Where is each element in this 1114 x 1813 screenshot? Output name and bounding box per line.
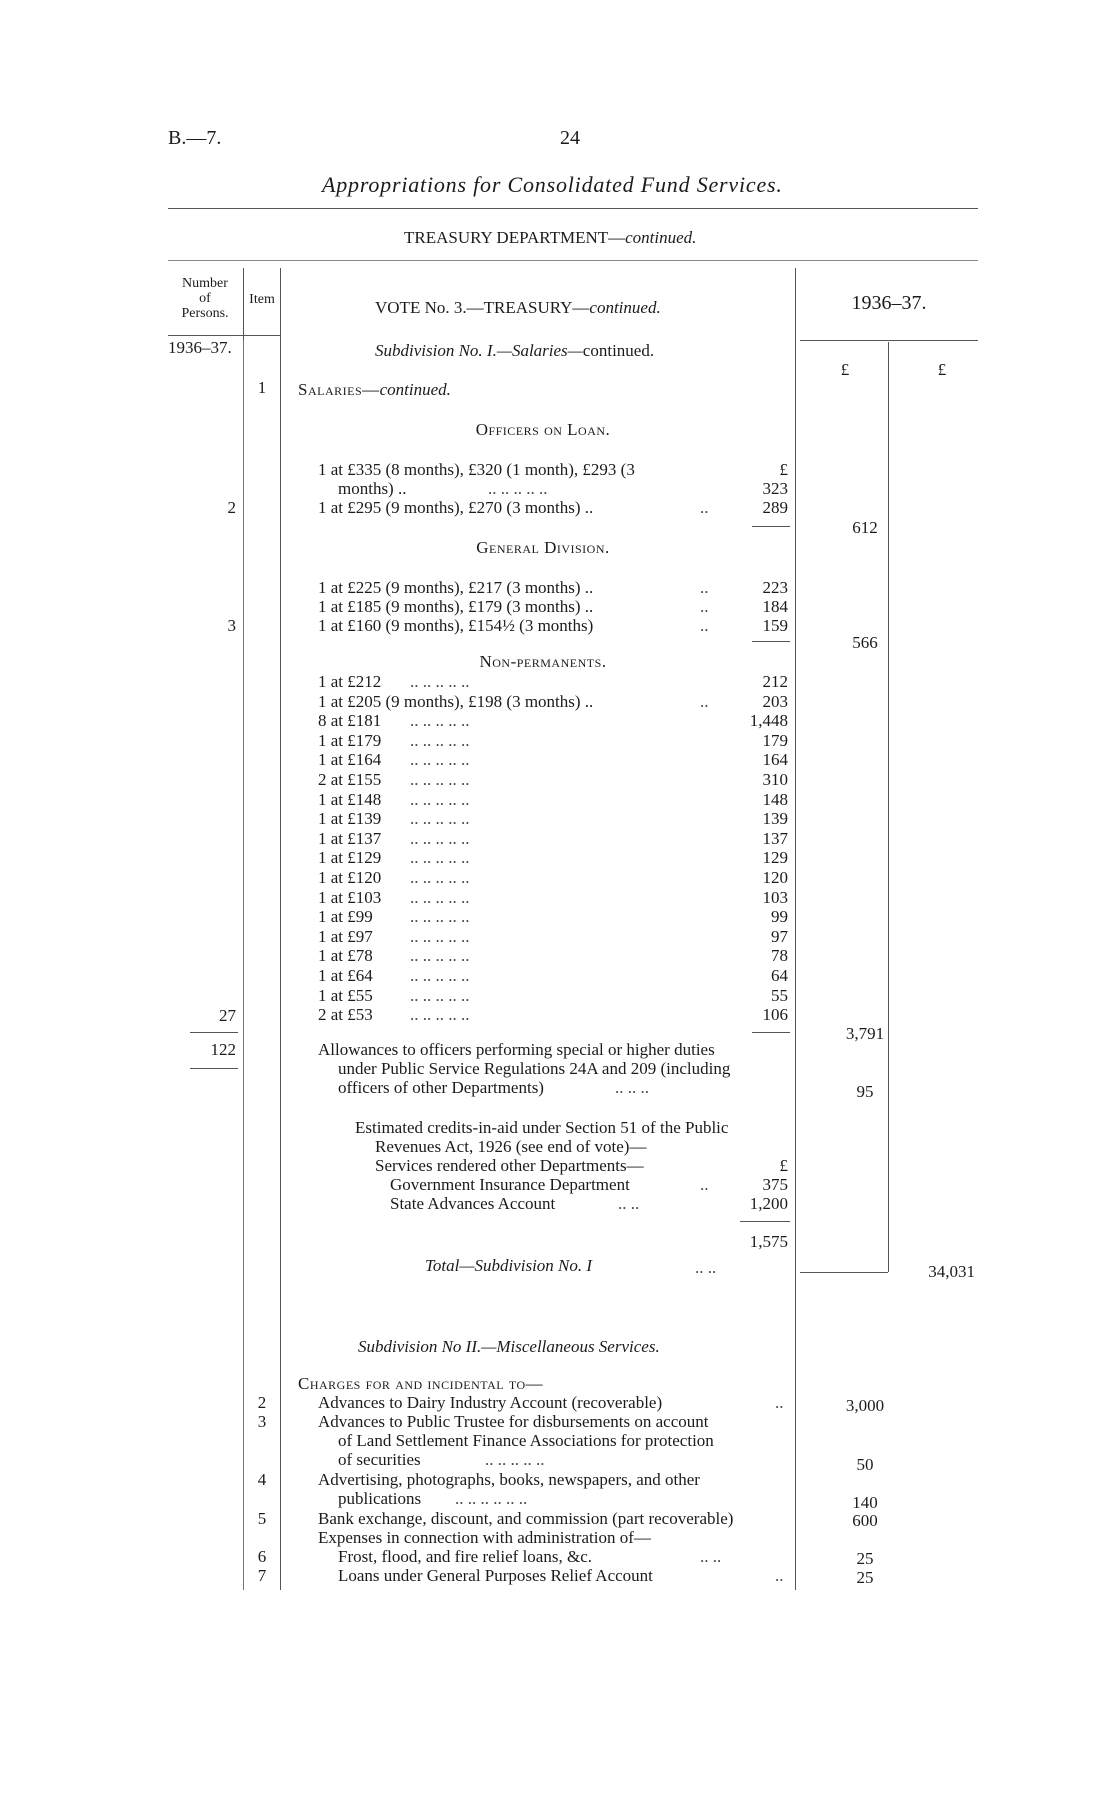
persons-column-header (168, 276, 242, 321)
page-number: 24 (560, 127, 580, 149)
subtotal-amount: 612 (852, 518, 878, 537)
salary-amount: 223 (762, 578, 788, 597)
salary-amount: 179 (762, 731, 788, 750)
leader-dots: .. (700, 692, 709, 711)
vote-title: VOTE No. 3.—TREASURY— (375, 298, 590, 317)
allowances-amount: 95 (856, 1082, 874, 1101)
credits-line: Revenues Act, 1926 (see end of vote)— (375, 1137, 647, 1156)
misc-item-amount: 3,000 (845, 1396, 885, 1415)
salary-line: 1 at £137 (318, 829, 382, 848)
leader-dots: .. (775, 1566, 784, 1585)
salary-line: 1 at £185 (9 months), £179 (3 months) .. (318, 597, 594, 616)
persons-header-line: Persons. (181, 306, 229, 321)
department-name: TREASURY DEPARTMENT— (404, 228, 626, 247)
salary-line: 1 at £212 (318, 672, 382, 691)
salary-line: 1 at £164 (318, 750, 382, 769)
credits-total-rule (740, 1221, 790, 1222)
salary-line: 1 at £99 (318, 907, 373, 926)
subdivision-1-total-label: Total—Subdivision No. I (425, 1256, 593, 1275)
vote-continued: continued. (589, 298, 661, 317)
credits-total: 1,575 (749, 1232, 788, 1251)
salary-line: 8 at £181 (318, 711, 382, 730)
salary-amount: 78 (771, 946, 788, 965)
salary-amount: 289 (762, 498, 788, 517)
item-number: 2 (257, 1393, 267, 1412)
salary-line: 1 at £205 (9 months), £198 (3 months) .. (318, 692, 594, 711)
misc-item-line: publications (338, 1489, 422, 1508)
document-reference: B.—7. (168, 127, 222, 149)
allowances-line: Allowances to officers performing special or higher duties (318, 1040, 715, 1059)
persons-total-rule (190, 1032, 238, 1033)
credit-entry: Government Insurance Department (390, 1175, 630, 1194)
misc-item-line: of Land Settlement Finance Associations for protection (338, 1431, 714, 1450)
salaries-label (298, 380, 451, 400)
salary-amount: 184 (762, 597, 788, 616)
salary-amount: 212 (762, 672, 788, 691)
salary-amount: 99 (771, 907, 788, 926)
vote-heading (375, 298, 661, 318)
charges-heading: Charges for and incidental to— (298, 1374, 544, 1393)
salary-line: months) .. (338, 479, 407, 498)
item-column-divider (280, 268, 281, 1590)
persons-count: 2 (227, 498, 236, 517)
salary-line: 1 at £335 (8 months), £320 (1 month), £293 (3 (318, 460, 635, 479)
total-rule (800, 1272, 888, 1273)
page-title: Appropriations for Consolidated Fund Services. (322, 172, 783, 197)
credit-amount: 375 (762, 1175, 788, 1194)
salary-line: 1 at £120 (318, 868, 382, 887)
leader-dots: .. .. .. .. .. (410, 986, 470, 1005)
misc-item-line: Frost, flood, and fire relief loans, &c. (338, 1547, 592, 1566)
credits-line: Services rendered other Departments— (375, 1156, 644, 1175)
salary-amount: 120 (762, 868, 788, 887)
persons-count: 3 (227, 616, 236, 635)
leader-dots: .. .. .. .. .. (410, 790, 470, 809)
subdivision-1-title: Subdivision No. I.—Salaries— (375, 341, 583, 360)
leader-dots: .. .. .. .. .. (410, 907, 470, 926)
subtotal-amount: 3,791 (845, 1024, 885, 1043)
subdivision-2-heading: Subdivision No II.—Miscellaneous Services. (358, 1337, 660, 1356)
item-number: 5 (257, 1509, 267, 1528)
misc-item-amount: 25 (856, 1549, 874, 1568)
salary-amount: 148 (762, 790, 788, 809)
leader-dots: .. .. .. .. .. (410, 848, 470, 867)
title-rule (168, 208, 978, 209)
pound-sign: £ (779, 1156, 788, 1175)
salary-line: 2 at £155 (318, 770, 382, 789)
salary-line: 1 at £55 (318, 986, 373, 1005)
misc-item-line: Advertising, photographs, books, newspapers, and other (318, 1470, 700, 1489)
misc-item-line: Advances to Public Trustee for disbursements on account (318, 1412, 709, 1431)
header-rule-left (168, 335, 280, 336)
leader-dots: .. .. .. .. .. (485, 1450, 545, 1469)
item-column-header: Item (249, 292, 275, 307)
persons-year: 1936–37. (168, 338, 232, 357)
misc-item-line: Bank exchange, discount, and commission (part recoverable) (318, 1509, 734, 1528)
leader-dots: .. .. .. .. .. (410, 750, 470, 769)
subtotal-rule (752, 1032, 790, 1033)
salary-line: 1 at £160 (9 months), £154½ (3 months) (318, 616, 594, 635)
leader-dots: .. .. .. .. .. (488, 479, 548, 498)
pound-header-1: £ (840, 360, 850, 379)
salary-line: 1 at £103 (318, 888, 382, 907)
misc-item-line: Loans under General Purposes Relief Account (338, 1566, 653, 1585)
item-number: 4 (257, 1470, 267, 1489)
allowances-line: under Public Service Regulations 24A and 209 (including (338, 1059, 731, 1078)
general-division-heading: General Division. (476, 538, 610, 557)
misc-item-line: Advances to Dairy Industry Account (recoverable) (318, 1393, 663, 1412)
leader-dots: .. .. (618, 1194, 640, 1213)
misc-item-amount: 600 (852, 1511, 878, 1530)
item-number: 3 (257, 1412, 267, 1431)
misc-item-amount: 50 (856, 1455, 874, 1474)
salary-amount: 55 (771, 986, 788, 1005)
leader-dots: .. .. .. .. .. (410, 927, 470, 946)
leader-dots: .. (700, 498, 709, 517)
leader-dots: .. .. .. .. .. (410, 946, 470, 965)
salary-amount: 106 (762, 1005, 788, 1024)
leader-dots: .. .. .. .. .. (410, 770, 470, 789)
leader-dots: .. .. .. .. .. (410, 888, 470, 907)
salary-line: 1 at £64 (318, 966, 373, 985)
pound-sign: £ (779, 460, 788, 479)
salary-amount: 159 (762, 616, 788, 635)
subdivision-1-heading (375, 341, 654, 361)
amount-column-divider (795, 268, 796, 1590)
salary-amount: 129 (762, 848, 788, 867)
leader-dots: .. (700, 616, 709, 635)
salary-amount: 1,448 (749, 711, 788, 730)
persons-total-rule (190, 1068, 238, 1069)
salary-amount: 103 (762, 888, 788, 907)
expenses-heading: Expenses in connection with administration of— (318, 1528, 651, 1547)
subdivision-1-continued: continued. (582, 341, 655, 360)
misc-item-amount: 140 (852, 1493, 878, 1512)
leader-dots: .. (700, 578, 709, 597)
leader-dots: .. (700, 597, 709, 616)
salary-amount: 64 (771, 966, 788, 985)
year-header: 1936–37. (851, 292, 927, 314)
leader-dots: .. .. .. .. .. (410, 731, 470, 750)
credit-entry: State Advances Account (390, 1194, 556, 1213)
salary-line: 1 at £78 (318, 946, 373, 965)
item-number: 1 (257, 378, 267, 397)
leader-dots: .. .. .. .. .. (410, 829, 470, 848)
pound-column-divider (888, 342, 889, 1272)
salaries-continued: continued. (379, 380, 451, 399)
misc-item-amount: 25 (856, 1568, 874, 1587)
salary-amount: 323 (762, 479, 788, 498)
salary-amount: 139 (762, 809, 788, 828)
leader-dots: .. .. .. .. .. (410, 1005, 470, 1024)
persons-total: 122 (210, 1040, 236, 1059)
leader-dots: .. (775, 1393, 784, 1412)
persons-header-line: of (199, 291, 211, 306)
department-heading (404, 228, 696, 248)
salary-amount: 97 (771, 927, 788, 946)
salary-line: 1 at £148 (318, 790, 382, 809)
leader-dots: .. (700, 1175, 709, 1194)
leader-dots: .. .. .. .. .. (410, 868, 470, 887)
department-continued: continued. (625, 228, 697, 247)
salaries-title: Salaries— (298, 380, 380, 399)
salary-line: 1 at £129 (318, 848, 382, 867)
subtotal-rule (752, 641, 790, 642)
leader-dots: .. .. (700, 1547, 722, 1566)
department-rule (168, 260, 978, 261)
item-number: 7 (257, 1566, 267, 1585)
salary-amount: 164 (762, 750, 788, 769)
salary-amount: 203 (762, 692, 788, 711)
leader-dots: .. .. .. .. .. .. (455, 1489, 528, 1508)
persons-count: 27 (219, 1006, 236, 1025)
pound-header-2: £ (937, 360, 947, 379)
salary-line: 1 at £179 (318, 731, 382, 750)
misc-item-line: of securities (338, 1450, 421, 1469)
salary-line: 1 at £295 (9 months), £270 (3 months) .. (318, 498, 594, 517)
persons-header-line: Number (182, 276, 228, 291)
leader-dots: .. .. .. (615, 1078, 649, 1097)
leader-dots: .. .. .. .. .. (410, 809, 470, 828)
salary-line: 1 at £225 (9 months), £217 (3 months) .. (318, 578, 594, 597)
subdivision-1-total: 34,031 (928, 1262, 975, 1281)
non-permanents-heading: Non-permanents. (479, 652, 607, 671)
leader-dots: .. .. .. .. .. (410, 966, 470, 985)
credits-line: Estimated credits-in-aid under Section 51 of the Public (355, 1118, 729, 1137)
officers-on-loan-heading: Officers on Loan. (475, 420, 611, 439)
item-number: 6 (257, 1547, 267, 1566)
salary-amount: 310 (762, 770, 788, 789)
salary-line: 2 at £53 (318, 1005, 373, 1024)
leader-dots: .. .. .. .. .. (410, 711, 470, 730)
salary-amount: 137 (762, 829, 788, 848)
salary-line: 1 at £97 (318, 927, 373, 946)
leader-dots: .. .. .. .. .. (410, 672, 470, 691)
credit-amount: 1,200 (749, 1194, 788, 1213)
leader-dots: .. .. (695, 1258, 717, 1277)
subtotal-amount: 566 (852, 633, 878, 652)
subtotal-rule (752, 526, 790, 527)
allowances-line: officers of other Departments) (338, 1078, 544, 1097)
header-rule-right (800, 340, 978, 341)
salary-line: 1 at £139 (318, 809, 382, 828)
